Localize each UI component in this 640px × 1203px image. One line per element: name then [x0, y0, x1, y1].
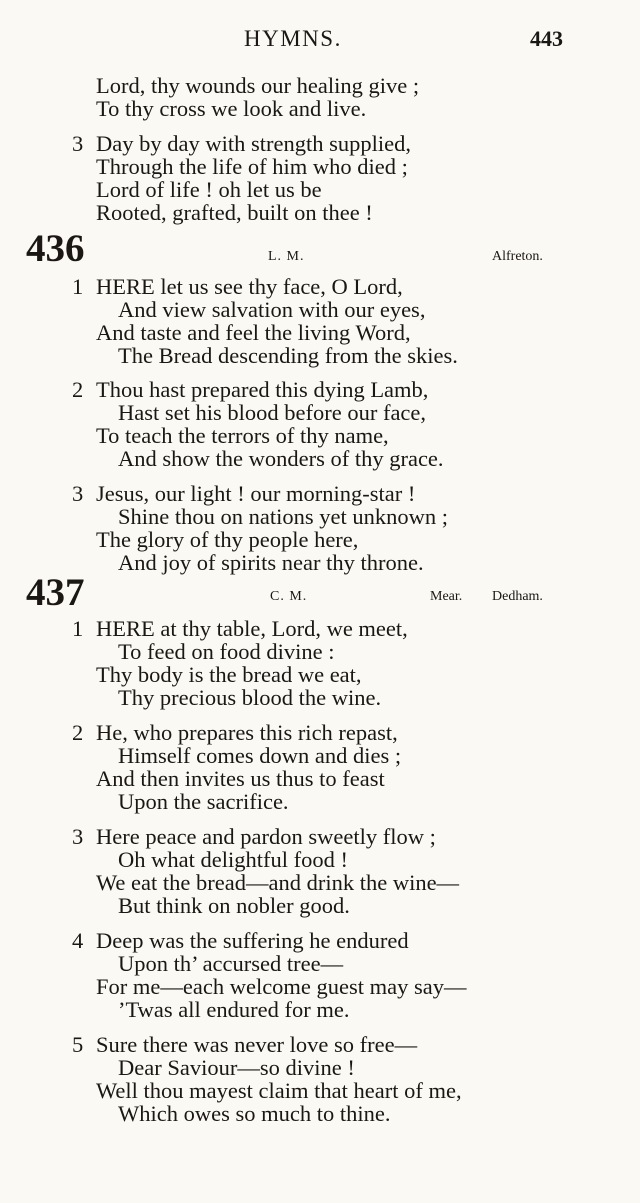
hymn-line: Lord, thy wounds our healing give ;	[96, 73, 420, 98]
verse-number: 2	[72, 377, 84, 402]
hymn-line: Hast set his blood before our face,	[118, 400, 427, 425]
hymn-line: Upon the sacrifice.	[118, 789, 289, 814]
verse-number: 3	[72, 131, 84, 156]
page-number: 443	[530, 26, 563, 51]
hymn-line: We eat the bread—and drink the wine—	[96, 870, 460, 895]
hymn-line: To feed on food divine :	[118, 639, 335, 664]
hymn-line: And joy of spirits near thy throne.	[118, 550, 424, 575]
hymn-line: Oh what delightful food !	[118, 847, 348, 872]
hymn-line: Which owes so much to thine.	[118, 1101, 391, 1126]
hymn-line: Well thou mayest claim that heart of me,	[96, 1078, 462, 1103]
hymn-line: Through the life of him who died ;	[96, 154, 408, 179]
hymn-line: HERE at thy table, Lord, we meet,	[96, 616, 408, 641]
hymn-line: Upon th’ accursed tree—	[118, 951, 344, 976]
hymn-line: ’Twas all endured for me.	[118, 997, 350, 1022]
verse-number: 1	[72, 616, 84, 641]
hymn-line: Lord of life ! oh let us be	[96, 177, 322, 202]
tune-name: Dedham.	[492, 589, 543, 604]
running-header	[0, 26, 640, 56]
hymn-line: And view salvation with our eyes,	[118, 297, 426, 322]
hymn-line: Deep was the suffering he endured	[96, 928, 409, 953]
hymn-line: The Bread descending from the skies.	[118, 343, 458, 368]
hymn-number: 437	[26, 571, 85, 614]
verse-number: 3	[72, 481, 84, 506]
hymn-line: And then invites us thus to feast	[96, 766, 385, 791]
hymn-line: Thy precious blood the wine.	[118, 685, 382, 710]
hymn-line: For me—each welcome guest may say—	[96, 974, 467, 999]
hymn-line: HERE let us see thy face, O Lord,	[96, 274, 403, 299]
hymn-line: Shine thou on nations yet unknown ;	[118, 504, 448, 529]
tune-name: Alfreton.	[492, 249, 543, 264]
hymn-line: To teach the terrors of thy name,	[96, 423, 389, 448]
verse-number: 5	[72, 1032, 84, 1057]
hymn-line: Rooted, grafted, built on thee !	[96, 200, 373, 225]
hymn-line: Here peace and pardon sweetly flow ;	[96, 824, 436, 849]
hymn-line: Day by day with strength supplied,	[96, 131, 411, 156]
hymn-line: And taste and feel the living Word,	[96, 320, 411, 345]
hymn-line: He, who prepares this rich repast,	[96, 720, 398, 745]
verse-number: 2	[72, 720, 84, 745]
hymn-line: Himself comes down and dies ;	[118, 743, 402, 768]
hymn-meter: L. M.	[268, 249, 305, 264]
tune-name: Mear.	[430, 589, 463, 604]
hymn-meter: C. M.	[270, 589, 308, 604]
verse-number: 3	[72, 824, 84, 849]
running-title: HYMNS.	[244, 26, 342, 51]
verse-number: 4	[72, 928, 84, 953]
hymn-line: Jesus, our light ! our morning-star !	[96, 481, 416, 506]
hymn-line: The glory of thy people here,	[96, 527, 359, 552]
hymn-line: But think on nobler good.	[118, 893, 350, 918]
hymn-line: Thy body is the bread we eat,	[96, 662, 362, 687]
hymn-number: 436	[26, 227, 85, 270]
verse-number: 1	[72, 274, 84, 299]
hymn-line: To thy cross we look and live.	[96, 96, 367, 121]
hymn-line: Sure there was never love so free—	[96, 1032, 418, 1057]
hymn-line: Thou hast prepared this dying Lamb,	[96, 377, 429, 402]
hymn-line: And show the wonders of thy grace.	[118, 446, 444, 471]
hymn-line: Dear Saviour—so divine !	[118, 1055, 355, 1080]
